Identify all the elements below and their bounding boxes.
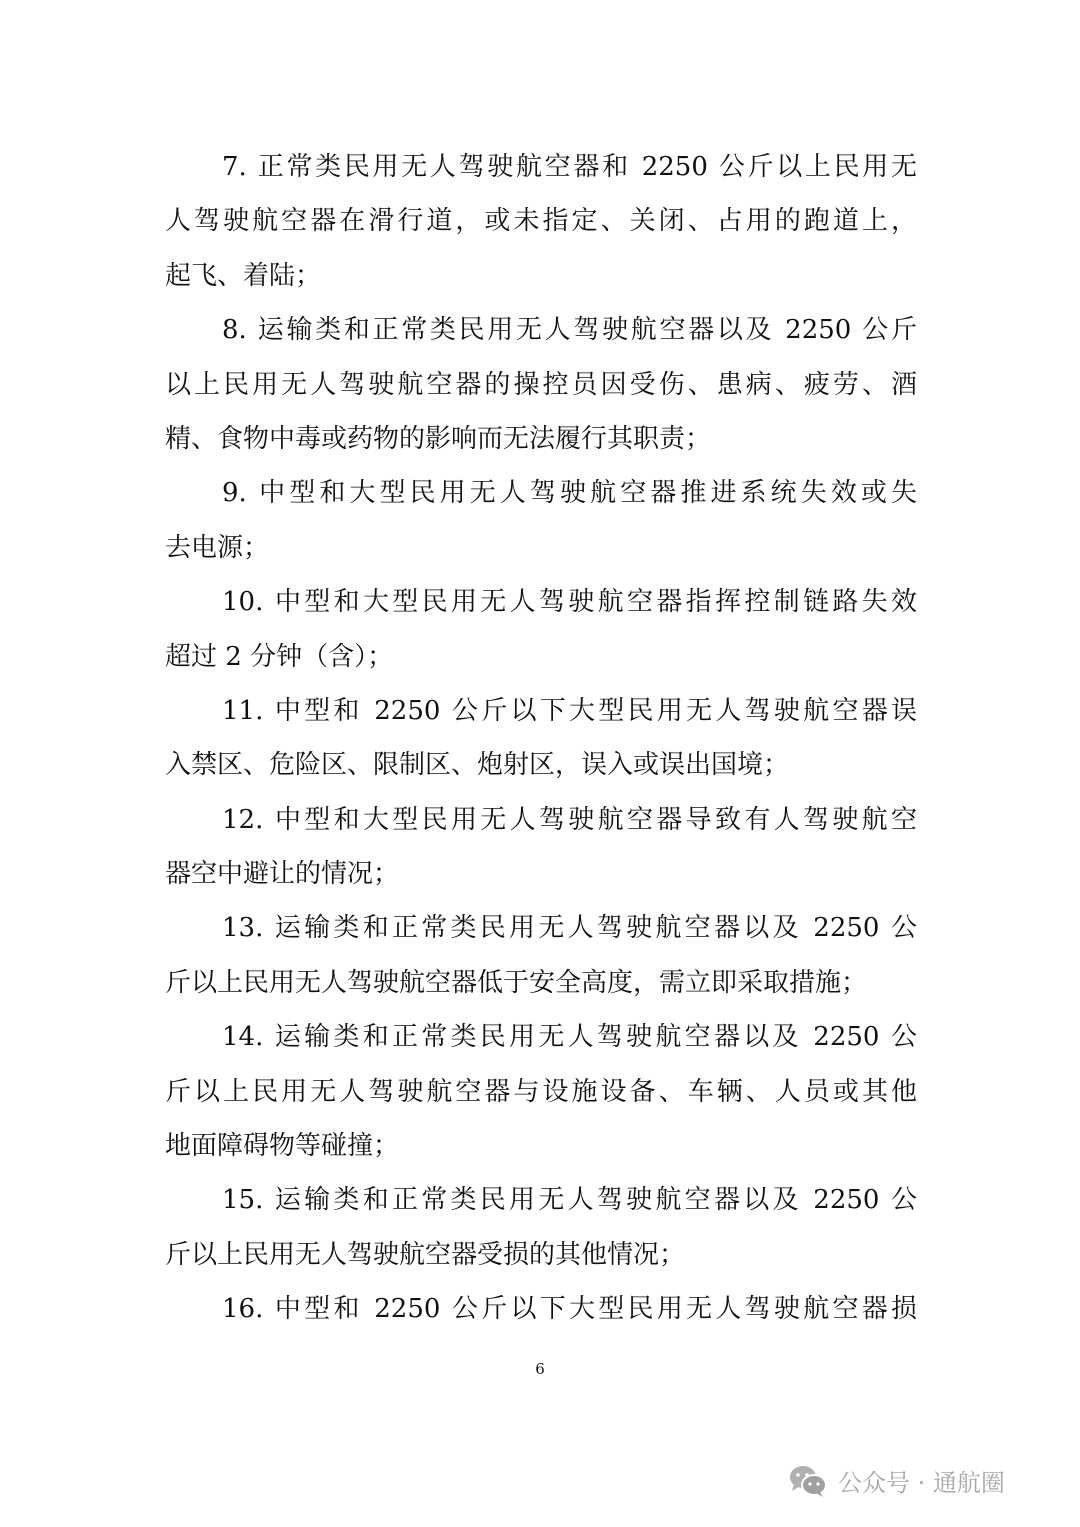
text-line: 12. 中型和大型民用无人驾驶航空器导致有人驾驶航空 xyxy=(222,804,917,835)
text-line: 9. 中型和大型民用无人驾驶航空器推进系统失效或失 xyxy=(222,478,917,509)
text-line: 16. 中型和 2250 公斤以下大型民用无人驾驶航空器损 xyxy=(222,1294,917,1325)
list-item xyxy=(165,1173,917,1282)
text-line: 8. 运输类和正常类民用无人驾驶航空器以及 2250 公斤 xyxy=(222,315,917,346)
list-item xyxy=(165,140,917,303)
text-line: 斤以上民用无人驾驶航空器与设施设备、车辆、人员或其他 xyxy=(165,1076,917,1107)
text-line: 斤以上民用无人驾驶航空器受损的其他情况； xyxy=(165,1239,686,1270)
watermark xyxy=(788,1463,1005,1498)
text-line: 以上民用无人驾驶航空器的操控员因受伤、患病、疲劳、酒 xyxy=(165,369,917,400)
text-line: 11. 中型和 2250 公斤以下大型民用无人驾驶航空器误 xyxy=(222,695,917,726)
list-item xyxy=(165,466,917,575)
wechat-icon xyxy=(788,1464,828,1498)
list-item xyxy=(165,684,917,793)
list-item xyxy=(165,1282,917,1336)
text-line: 斤以上民用无人驾驶航空器低于安全高度，需立即采取措施； xyxy=(165,967,868,998)
text-line: 人驾驶航空器在滑行道，或未指定、关闭、占用的跑道上， xyxy=(165,206,917,237)
text-line: 15. 运输类和正常类民用无人驾驶航空器以及 2250 公 xyxy=(222,1185,917,1216)
list-item xyxy=(165,575,917,684)
document-body xyxy=(165,140,917,1337)
text-line: 13. 运输类和正常类民用无人驾驶航空器以及 2250 公 xyxy=(222,913,917,944)
text-line: 10. 中型和大型民用无人驾驶航空器指挥控制链路失效 xyxy=(222,587,917,618)
text-line: 地面障碍物等碰撞； xyxy=(165,1131,400,1162)
list-item xyxy=(165,303,917,466)
text-line: 7. 正常类民用无人驾驶航空器和 2250 公斤以上民用无 xyxy=(222,152,917,182)
list-item xyxy=(165,1010,917,1173)
text-line: 起飞、着陆； xyxy=(165,260,322,291)
text-line: 精、食物中毒或药物的影响而无法履行其职责； xyxy=(165,423,712,454)
text-line: 14. 运输类和正常类民用无人驾驶航空器以及 2250 公 xyxy=(222,1022,917,1053)
list-item xyxy=(165,793,917,902)
text-line: 器空中避让的情况； xyxy=(165,859,400,890)
text-line: 入禁区、危险区、限制区、炮射区，误入或误出国境； xyxy=(165,750,790,781)
page-number: 6 xyxy=(535,1360,545,1378)
watermark-text: 公众号 · 通航圈 xyxy=(838,1469,1005,1497)
text-line: 去电源； xyxy=(165,532,270,563)
text-line: 超过 2 分钟（含）； xyxy=(165,641,394,672)
list-item xyxy=(165,901,917,1010)
